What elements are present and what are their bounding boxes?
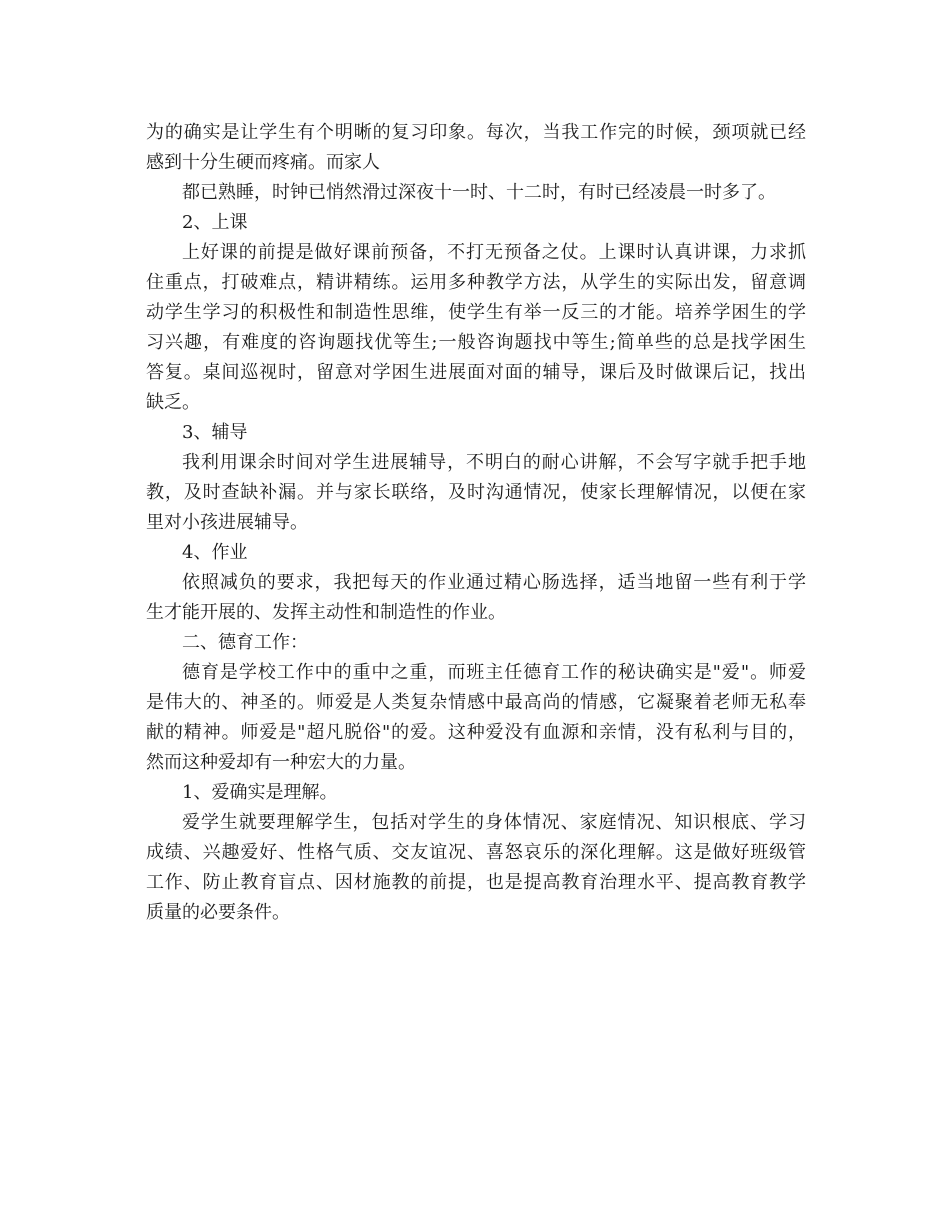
text-line: 是伟大的、神圣的。师爱是人类复杂情感中最高尚的情感，它凝聚着老师无私奉 [146, 692, 806, 713]
section-heading: 2、上课 [182, 212, 248, 233]
text-line: 缺乏。 [146, 392, 200, 413]
text-line: 答复。桌间巡视时，留意对学困生进展面对面的辅导，课后及时做课后记，找出 [146, 362, 806, 383]
text-line: 成绩、兴趣爱好、性格气质、交友谊况、喜怒哀乐的深化理解。这是做好班级管 [146, 842, 806, 863]
text-line: 然而这种爱却有一种宏大的力量。 [146, 752, 416, 773]
section-heading: 3、辅导 [182, 422, 248, 443]
text-line: 爱学生就要理解学生，包括对学生的身体情况、家庭情况、知识根底、学习 [182, 812, 806, 833]
text-line: 教，及时查缺补漏。并与家长联络，及时沟通情况，使家长理解情况，以便在家 [146, 482, 806, 503]
text-line: 住重点，打破难点，精讲精练。运用多种教学方法，从学生的实际出发，留意调 [146, 272, 806, 293]
text-line: 动学生学习的积极性和制造性思维，使学生有举一反三的才能。培养学困生的学 [146, 302, 806, 323]
text-line: 习兴趣，有难度的咨询题找优等生;一般咨询题找中等生;简单些的总是找学困生 [146, 332, 806, 353]
text-line: 上好课的前提是做好课前预备，不打无预备之仗。上课时认真讲课，力求抓 [182, 242, 806, 263]
section-heading: 1、爱确实是理解。 [182, 782, 338, 803]
section-heading: 4、作业 [182, 542, 248, 563]
text-line: 里对小孩进展辅导。 [146, 512, 308, 533]
text-line: 生才能开展的、发挥主动性和制造性的作业。 [146, 602, 506, 623]
text-line: 献的精神。师爱是"超凡脱俗"的爱。这种爱没有血源和亲情，没有私利与目的， [146, 722, 806, 743]
document-body [146, 118, 806, 928]
text-line: 德育是学校工作中的重中之重，而班主任德育工作的秘诀确实是"爱"。师爱 [182, 662, 806, 683]
text-line: 感到十分生硬而疼痛。而家人 [146, 152, 380, 173]
text-line: 质量的必要条件。 [146, 902, 290, 923]
text-line: 工作、防止教育盲点、因材施教的前提，也是提高教育治理水平、提高教育教学 [146, 872, 806, 893]
text-line: 为的确实是让学生有个明晰的复习印象。每次，当我工作完的时候，颈项就已经 [146, 122, 806, 143]
text-line: 都已熟睡，时钟已悄然滑过深夜十一时、十二时，有时已经凌晨一时多了。 [182, 182, 776, 203]
text-line: 依照减负的要求，我把每天的作业通过精心肠选择，适当地留一些有利于学 [182, 572, 806, 593]
section-heading: 二、德育工作： [182, 632, 308, 653]
text-line: 我利用课余时间对学生进展辅导，不明白的耐心讲解，不会写字就手把手地 [182, 452, 806, 473]
